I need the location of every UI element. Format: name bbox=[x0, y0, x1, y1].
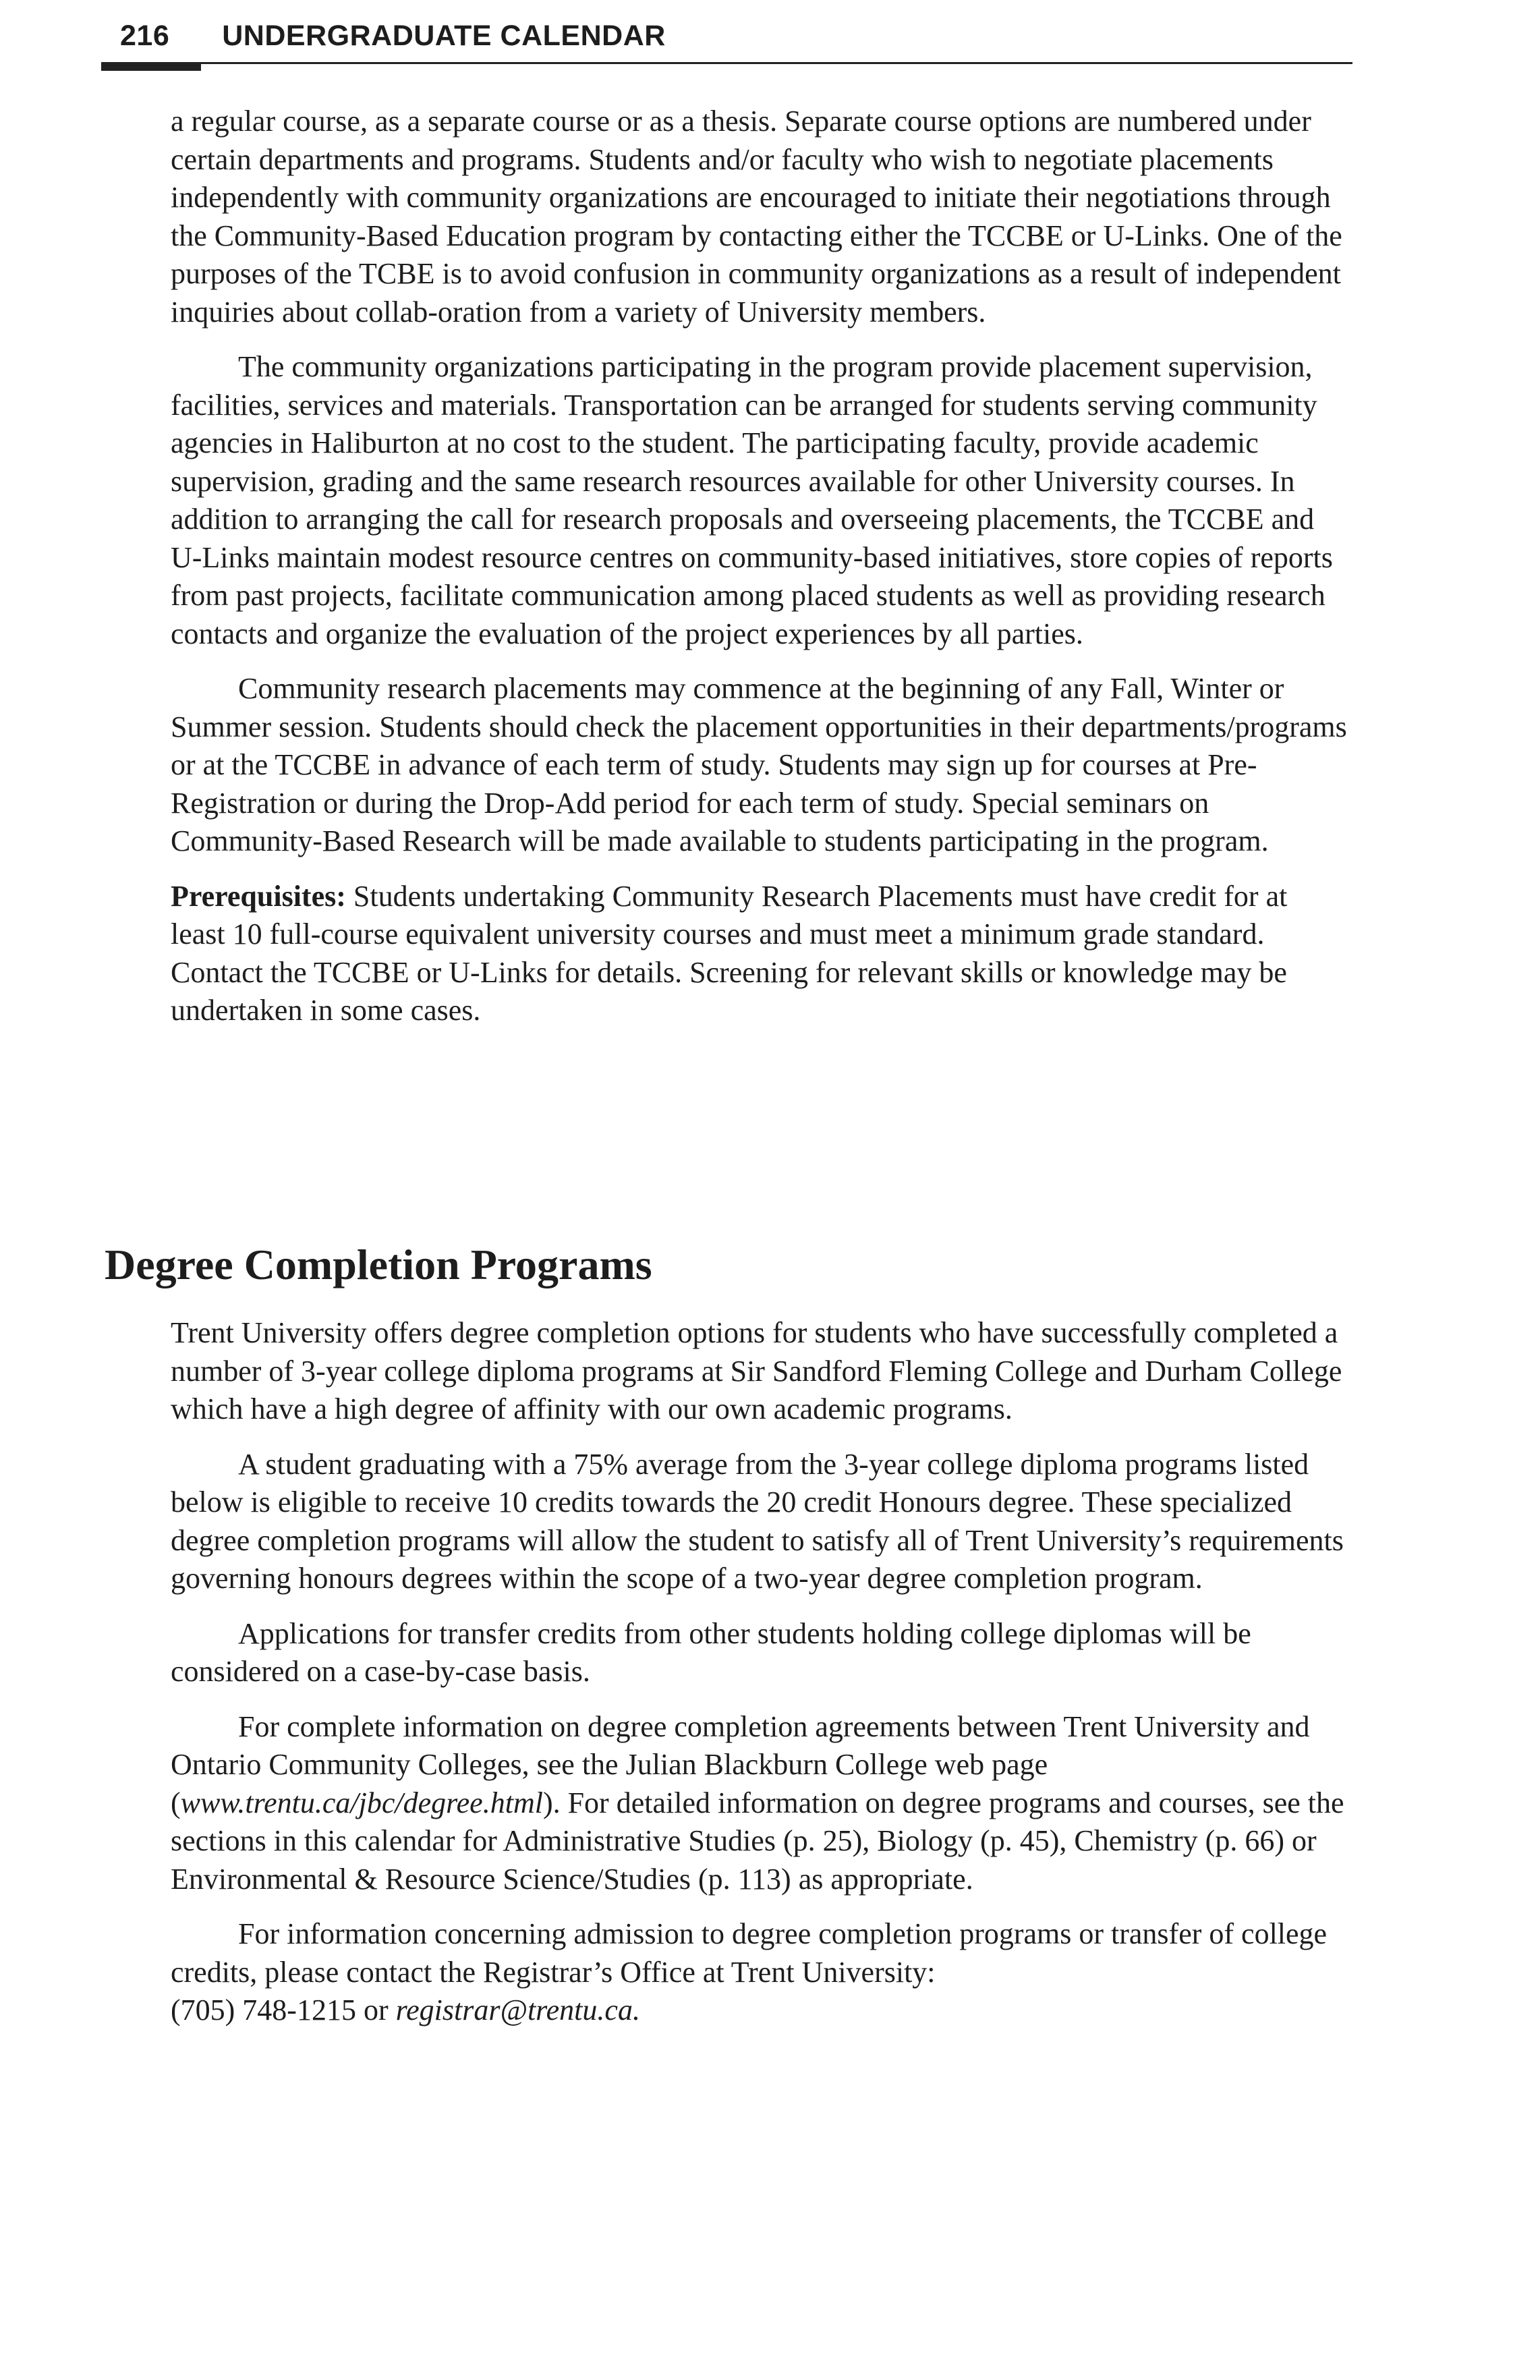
info-text-after-link: ). For detailed information on degree programs and courses, see the sections in this calendar for Administrative Studies (p. 25), Biology (p. 45), Chemistry (p. 66) or Environmental & Resource Science/Studies (p. 113) as appropriate. bbox=[171, 1786, 1344, 1896]
info-text-before-link: For complete information on degree completion agreements between Trent University and Ontario Community Colleges, see the Julian Blackburn College web page ( bbox=[171, 1709, 1310, 1819]
running-head bbox=[120, 15, 1361, 57]
prerequisites-label: Prerequisites: bbox=[171, 879, 346, 913]
paragraph-complete-information bbox=[171, 1708, 1344, 1899]
web-page-link[interactable]: www.trentu.ca/jbc/degree.html bbox=[180, 1786, 543, 1819]
contact-connector: or bbox=[363, 1993, 389, 2027]
prerequisites-paragraph bbox=[171, 878, 1348, 1030]
degree-completion-text bbox=[171, 1314, 1344, 2030]
header-rule bbox=[101, 62, 1352, 64]
contact-phone: (705) 748-1215 bbox=[171, 1993, 356, 2027]
community-placements-text bbox=[171, 103, 1348, 1030]
paragraph-graduating-average: A student graduating with a 75% average from the 3-year college diploma programs listed below is eligible to receive 10 credits towards the 20 credit Honours degree. These specialized degree completion programs will allow the student to satisfy all of Trent University’s requirements governing honours degrees within the scope of a two-year degree completion program. bbox=[171, 1447, 1344, 1595]
contact-email[interactable]: registrar@trentu.ca. bbox=[395, 1993, 640, 2027]
paragraph-research-placements: Community research placements may commence at the beginning of any Fall, Winter or Summer session. Students should check the placement opportunities in their departments/programs or at the TCCBE in advance of each term of study. Students may sign up for courses at Pre-Registration or during the Drop-Add period for each term of study. Special seminars on Community-Based Research will be made available to students participating in the program. bbox=[171, 672, 1347, 857]
section-heading-degree-completion: Degree Completion Programs bbox=[105, 1241, 652, 1288]
paragraph-continued: a regular course, as a separate course or as a thesis. Separate course options are numbered under certain departments and programs. Students and/or faculty who wish to negotiate placements independently with community organizations are encouraged to initiate their negotiations through the Community-Based Education program by contacting either the TCCBE or U-Links. One of the purposes of the TCBE is to avoid confusion in community organizations as a result of independent inquiries about collab-oration from a variety of University members. bbox=[171, 105, 1342, 329]
header-rule-accent bbox=[101, 62, 201, 71]
prerequisites-text: Students undertaking Community Research Placements must have credit for at least 10 full-course equivalent university courses and must meet a minimum grade standard. Contact the TCCBE or U-Links for details. Screening for relevant skills or knowledge may be undertaken in some cases. bbox=[171, 879, 1288, 1027]
paragraph-degree-options: Trent University offers degree completion options for students who have successfully completed a number of 3-year college diploma programs at Sir Sandford Fleming College and Durham College which have a high degree of affinity with our own academic programs. bbox=[171, 1316, 1342, 1425]
paragraph-admission-contact bbox=[171, 1915, 1344, 2030]
paragraph-transfer-credits: Applications for transfer credits from other students holding college diplomas will be considered on a case-by-case basis. bbox=[171, 1616, 1251, 1688]
contact-text: For information concerning admission to degree completion programs or transfer of college credits, please contact the Registrar’s Office at Trent University: bbox=[171, 1917, 1328, 1989]
paragraph-community-organizations: The community organizations participating in the program provide placement supervision, facilities, services and materials. Transportation can be arranged for students serving community agencies in Haliburton at no cost to the student. The participating faculty, provide academic supervision, grading and the same research resources available for other University courses. In addition to arranging the call for research proposals and overseeing placements, the TCCBE and U-Links maintain modest resource centres on community-based initiatives, store copies of reports from past projects, facilitate communication among placed students as well as providing research contacts and organize the evaluation of the project experiences by all parties. bbox=[171, 350, 1333, 650]
running-title: UNDERGRADUATE CALENDAR bbox=[222, 20, 666, 52]
page-number: 216 bbox=[120, 20, 170, 52]
